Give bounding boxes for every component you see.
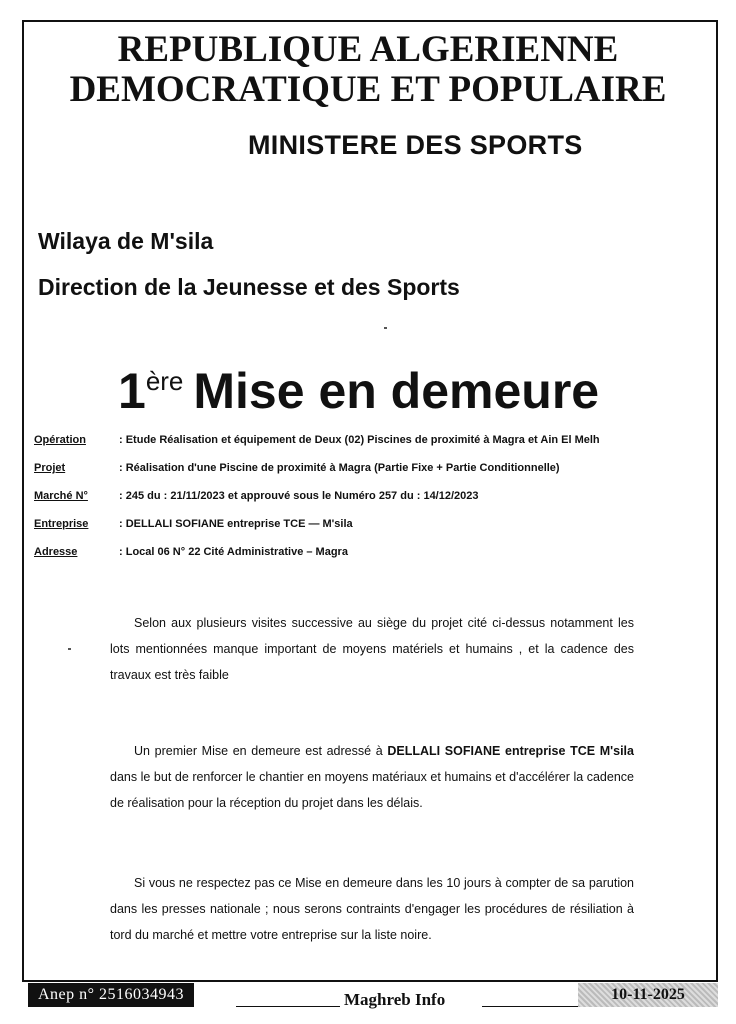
detail-value: : Réalisation d'une Piscine de proximité à Magra (Partie Fixe + Partie Conditionnelle) [119, 462, 560, 474]
detail-label: Opération [34, 434, 86, 446]
paragraph-visits-text: Selon aux plusieurs visites successive au siège du projet cité ci-dessus notamment les lots mentionnées manque important de moyens matériels et humains , et la cadence des travaux est très faible [110, 616, 634, 682]
detail-value: : 245 du : 21/11/2023 et approuvé sous le Numéro 257 du : 14/12/2023 [119, 490, 479, 502]
paragraph-warning [110, 870, 634, 948]
detail-value: : Etude Réalisation et équipement de Deux (02) Piscines de proximité à Magra et Ain El Melh [119, 434, 600, 446]
publication-date: 10-11-2025 [578, 983, 718, 1007]
paragraph-first-notice-company: DELLALI SOFIANE entreprise TCE M'sila [387, 744, 634, 758]
detail-value: : DELLALI SOFIANE entreprise TCE — M'sila [119, 518, 353, 530]
notice-title [118, 362, 599, 420]
republic-title-line2: DEMOCRATIQUE ET POPULAIRE [69, 69, 667, 110]
direction-name: Direction de la Jeunesse et des Sports [38, 274, 460, 300]
detail-label: Adresse [34, 546, 78, 558]
paragraph-first-notice-a: Un premier Mise en demeure est adressé à [134, 744, 388, 758]
footer-rule-left [236, 1006, 340, 1007]
wilaya-name: Wilaya de M'sila [38, 228, 214, 254]
ministry-name: MINISTERE DES SPORTS [248, 130, 583, 160]
detail-label: Projet [34, 462, 66, 474]
footer-rule-right [482, 1006, 578, 1007]
detail-row-project [34, 462, 724, 474]
detail-row-contract [34, 490, 724, 502]
detail-label: Entreprise [34, 518, 89, 530]
notice-title-text: Mise en demeure [193, 363, 600, 419]
paragraph-warning-text: Si vous ne respectez pas ce Mise en demeure dans les 10 jours à compter de sa parution dans les presses nationale ; nous serons contraints d'engager les procédures de résiliation à tord du marché et mettre votre entreprise sur la liste noire. [110, 876, 634, 942]
scan-speck [384, 327, 387, 329]
detail-value: : Local 06 N° 22 Cité Administrative – Magra [119, 546, 348, 558]
notice-title-suffix: ère [145, 366, 184, 396]
scan-speck [68, 648, 71, 650]
publication-name: Maghreb Info [344, 990, 446, 1009]
anep-number: Anep n° 2516034943 [28, 983, 194, 1007]
paragraph-first-notice [110, 738, 634, 816]
detail-row-operation [34, 434, 724, 446]
detail-label: Marché N° [34, 490, 88, 502]
notice-title-number: 1 [118, 363, 146, 419]
paragraph-visits [110, 610, 634, 688]
detail-row-company [34, 518, 724, 530]
detail-row-address [34, 546, 724, 558]
republic-title-line1: REPUBLIQUE ALGERIENNE [117, 29, 619, 70]
paragraph-first-notice-c: dans le but de renforcer le chantier en moyens matériaux et humains et d'accélérer la cadence de réalisation pour la réception du projet dans les délais. [110, 770, 634, 810]
